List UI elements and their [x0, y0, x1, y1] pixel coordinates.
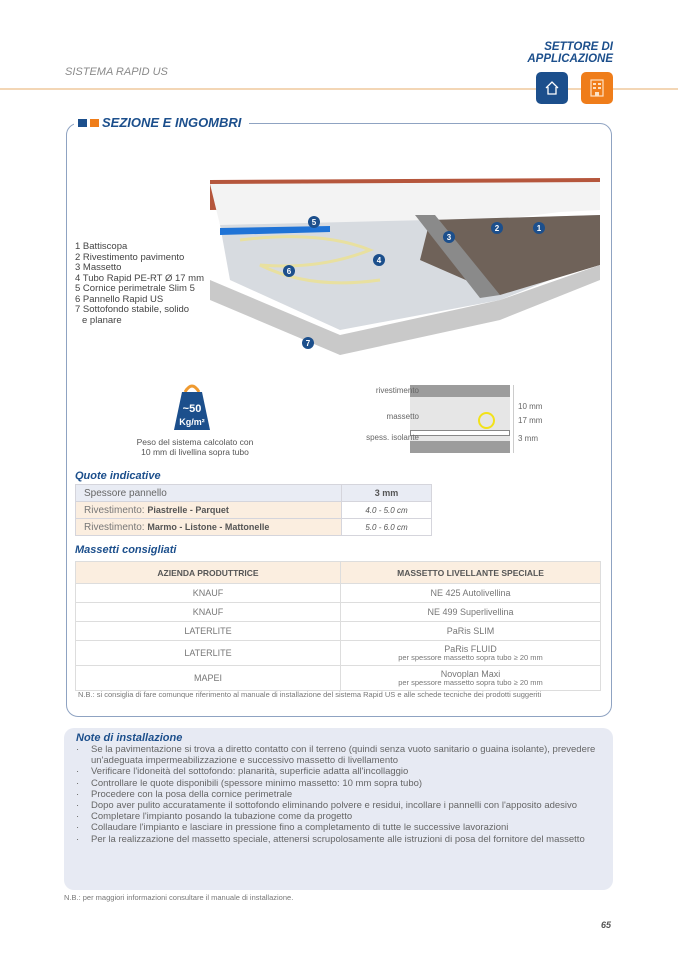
label-isolante: spess. isolante — [366, 433, 419, 442]
notes-title: Note di installazione — [76, 732, 183, 744]
company-cell: LATERLITE — [76, 641, 341, 666]
caption-line: Peso del sistema calcolato con — [136, 437, 254, 447]
note-item: · Completare l'impianto posando la tubazione come da progetto — [76, 811, 601, 822]
note-item: · Controllare le quote disponibili (spessore minimo massetto: 10 mm sopra tubo) — [76, 778, 601, 789]
dim-3mm: 3 mm — [518, 434, 538, 443]
table-row — [76, 666, 601, 691]
company-cell: KNAUF — [76, 584, 341, 603]
system-illustration — [200, 170, 615, 360]
massetti-table — [75, 561, 601, 691]
legend-item: e planare — [82, 314, 122, 326]
note-item: · Dopo aver pulito accuratamente il sottofondo eliminando polvere e residui, incollare i pannelli con l'apposito adesivo — [76, 800, 601, 811]
legend-item: 3 Massetto — [75, 262, 122, 273]
pipe-circle — [478, 412, 495, 429]
quote-table — [75, 484, 432, 536]
legend-item: 4 Tubo Rapid PE-RT Ø 17 mm — [75, 272, 205, 284]
settore-line2: APPLICAZIONE — [527, 53, 613, 65]
weight-icon — [172, 380, 212, 432]
table-row — [76, 584, 601, 603]
quote-label: Rivestimento: Marmo - Listone - Mattonelle — [76, 519, 342, 536]
product-cell: NE 425 Autolivellina — [341, 584, 601, 603]
header-divider — [0, 88, 678, 90]
massetti-note: N.B.: si consiglia di fare comunque riferimento al manuale di installazione del sistema Rapid US e alle schede tecniche dei prodotti suggeriti — [78, 690, 542, 699]
legend-item: 7 Sottofondo stabile, solido — [75, 304, 190, 315]
company-cell: KNAUF — [76, 603, 341, 622]
system-title: SISTEMA RAPID US — [65, 66, 168, 78]
blue-marker — [78, 119, 87, 127]
quote-label: Spessore pannello — [76, 485, 342, 502]
callout-4: 4 — [376, 256, 382, 265]
callout-7: 7 — [305, 339, 311, 348]
callout-5: 5 — [311, 218, 317, 227]
callout-3: 3 — [446, 233, 452, 242]
label-massetto: massetto — [386, 412, 419, 421]
installation-notes — [64, 728, 613, 890]
company-cell: MAPEI — [76, 666, 341, 691]
weight-caption — [120, 437, 270, 457]
column-header: MASSETTO LIVELLANTE SPECIALE — [341, 562, 601, 584]
dim-10mm: 10 mm — [518, 402, 543, 411]
note-item: · Per la realizzazione del massetto speciale, attenersi scrupolosamente alle istruzioni di posa del fornitore del massetto — [76, 834, 601, 845]
product-cell: PaRis SLIM — [341, 622, 601, 641]
company-cell: LATERLITE — [76, 622, 341, 641]
quote-label: Rivestimento: Piastrelle - Parquet — [76, 502, 342, 519]
table-row — [76, 519, 432, 536]
page-number: 65 — [601, 920, 612, 930]
layer-diagram — [410, 385, 510, 453]
weight-unit: Kg/m² — [179, 417, 205, 427]
table-row — [76, 485, 432, 502]
note-item: · Verificare l'idoneità del sottofondo: planarità, superficie adatta all'incollaggio — [76, 766, 601, 777]
product-cell: PaRis FLUID per spessore massetto sopra tubo ≥ 20 mm — [341, 641, 601, 666]
table-row — [76, 622, 601, 641]
home-icon — [536, 72, 568, 104]
section-title — [74, 115, 249, 130]
note-item: · Procedere con la posa della cornice perimetrale — [76, 789, 601, 800]
table-row — [76, 641, 601, 666]
label-rivestimento: rivestimento — [375, 386, 419, 395]
section-title-text: SEZIONE E INGOMBRI — [102, 115, 242, 130]
column-header: AZIENDA PRODUTTRICE — [76, 562, 341, 584]
legend-item: 2 Rivestimento pavimento — [75, 251, 185, 263]
caption-line: 10 mm di livellina sopra tubo — [141, 447, 249, 457]
callout-2: 2 — [494, 224, 500, 233]
note-item: · Se la pavimentazione si trova a diretto contatto con il terreno (quindi senza vuoto sanitario o guaina isolante), prevedere un'adeguata impermeabilizzazione e successivo massetto di livellamento — [76, 744, 601, 766]
quote-value: 4.0 - 5.0 cm — [342, 502, 432, 519]
massetti-title: Massetti consigliati — [75, 544, 177, 556]
callout-1: 1 — [536, 224, 542, 233]
quote-title: Quote indicative — [75, 470, 161, 482]
settore-heading — [527, 41, 613, 65]
quote-value: 3 mm — [342, 485, 432, 502]
orange-marker — [90, 119, 99, 127]
legend-item: 6 Pannello Rapid US — [75, 293, 164, 305]
footer-note: N.B.: per maggiori informazioni consultare il manuale di installazione. — [64, 893, 294, 902]
building-icon — [581, 72, 613, 104]
product-cell: NE 499 Superlivellina — [341, 603, 601, 622]
callout-6: 6 — [286, 267, 292, 276]
weight-value: ~50 — [182, 403, 202, 415]
table-row — [76, 502, 432, 519]
table-row — [76, 603, 601, 622]
note-item: · Collaudare l'impianto e lasciare in pressione fino a completamento di tutte le successive lavorazioni — [76, 822, 601, 833]
product-cell: Novoplan Maxi per spessore massetto sopra tubo ≥ 20 mm — [341, 666, 601, 691]
dim-17mm: 17 mm — [518, 416, 543, 425]
legend-list — [75, 242, 204, 326]
settore-line1: SETTORE DI — [544, 41, 613, 53]
legend-item: 1 Battiscopa — [75, 241, 128, 252]
legend-item: 5 Cornice perimetrale Slim 5 — [75, 283, 195, 294]
quote-value: 5.0 - 6.0 cm — [342, 519, 432, 536]
